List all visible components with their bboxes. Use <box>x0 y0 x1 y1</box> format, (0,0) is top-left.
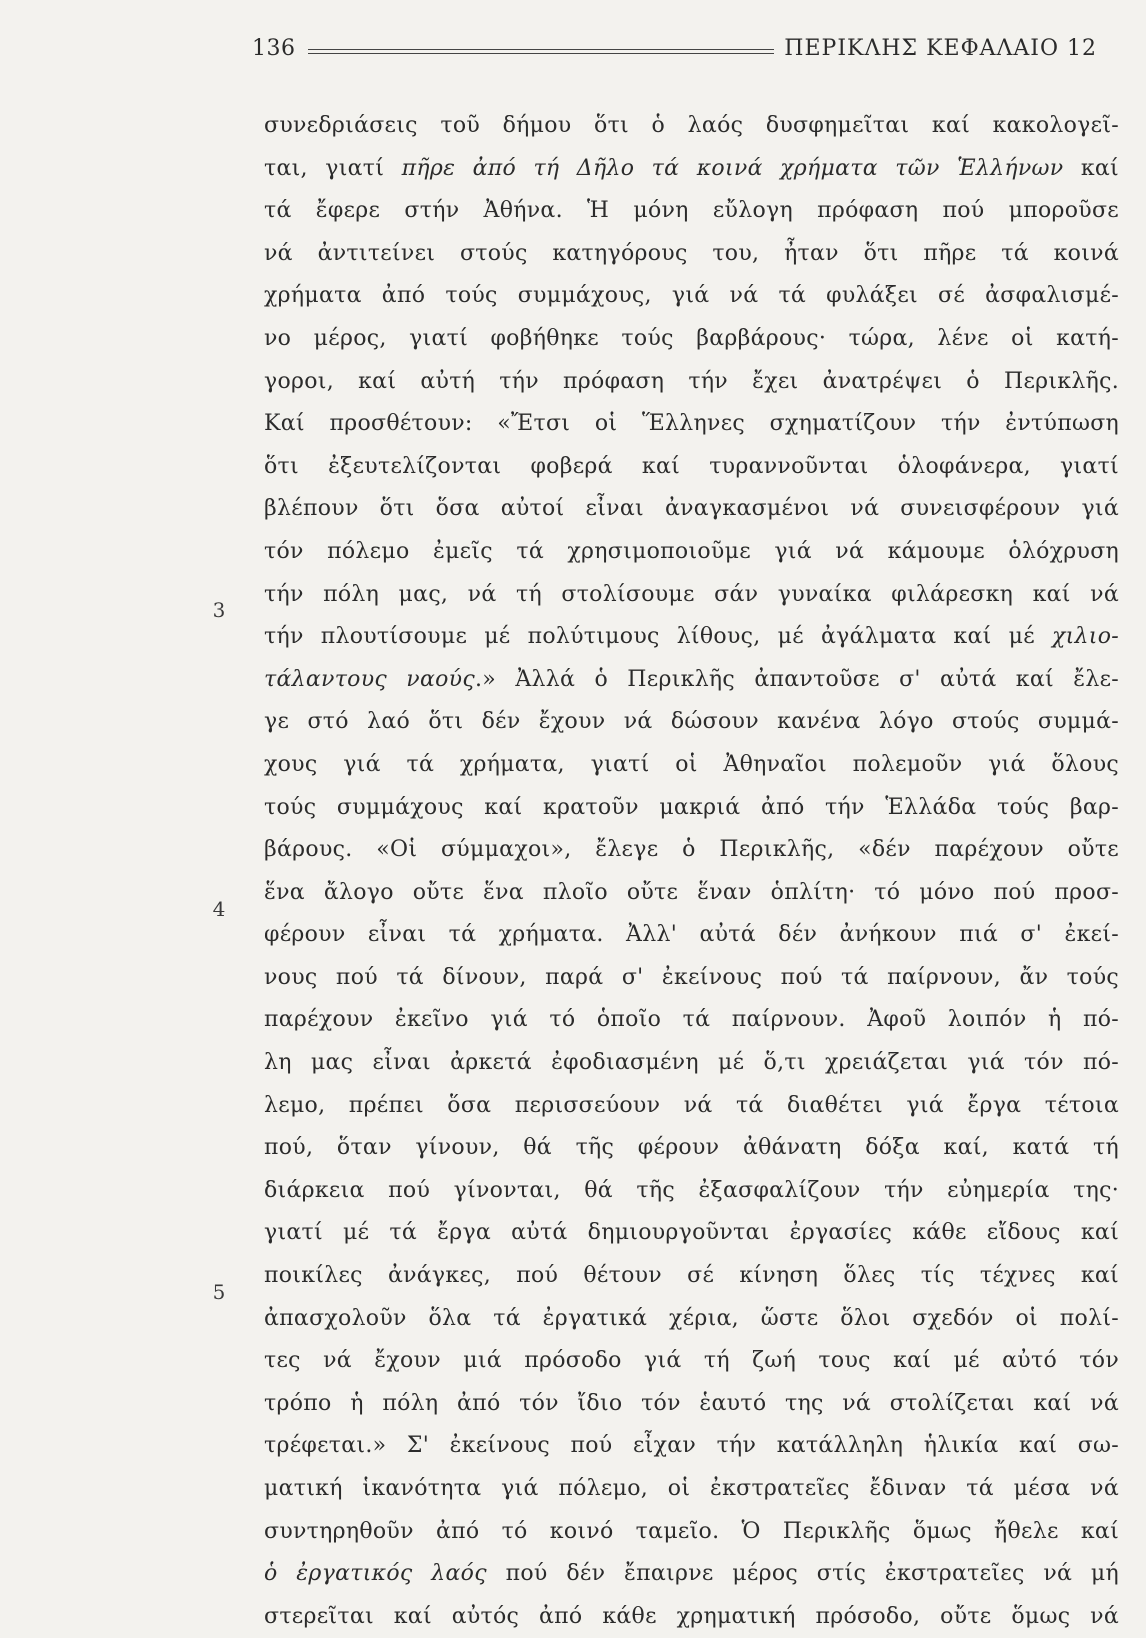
italic-phrase: πῆρε ἀπό τή Δῆλο τά κοινά χρήματα τῶν Ἑλλήνων <box>401 155 1064 181</box>
text-line: γοροι, καί αὐτή τήν πρόφαση τήν ἔχει ἀνατρέψει ὁ Περικλῆς. <box>264 368 1119 394</box>
italic-phrase: χιλιο- <box>1051 624 1119 650</box>
text-line: πού, ὅταν γίνουν, θά τῆς φέρουν ἀθάνατη δόξα καί, κατά τή <box>264 1135 1119 1161</box>
text-line: ὅτι ἐξευτελίζονται φοβερά καί τυραννοῦνται ὁλοφάνερα, γιατί <box>264 453 1119 479</box>
text-line: συντηρηθοῦν ἀπό τό κοινό ταμεῖο. Ὁ Περικλῆς ὅμως ἤθελε καί <box>264 1518 1119 1544</box>
running-head: ΠΕΡΙΚΛΗΣ ΚΕΦΑΛΑΙΟ 12 <box>784 35 1097 61</box>
text-line: γε στό λαό ὅτι δέν ἔχουν νά δώσουν κανένα λόγο στούς συμμά- <box>264 709 1119 735</box>
text-line: τήν πόλη μας, νά τή στολίσουμε σάν γυναίκα φιλάρεσκη καί νά <box>264 581 1119 607</box>
text-line: στερεῖται καί αὐτός ἀπό κάθε χρηματική πρόσοδο, οὔτε ὅμως νά <box>264 1603 1119 1629</box>
margin-section-number: 3 <box>212 598 226 622</box>
text-line: λεμο, πρέπει ὅσα περισσεύουν νά τά διαθέτει γιά ἔργα τέτοια <box>264 1092 1119 1118</box>
text-line: νά ἀντιτείνει στούς κατηγόρους του, ἦταν ὅτι πῆρε τά κοινά <box>264 240 1119 266</box>
text-line: ματική ἱκανότητα γιά πόλεμο, οἱ ἐκστρατεῖες ἔδιναν τά μέσα νά <box>264 1476 1119 1501</box>
text-line: νο μέρος, γιατί φοβήθηκε τούς βαρβάρους· τώρα, λένε οἱ κατή- <box>264 325 1119 351</box>
text-line: διάρκεια πού γίνονται, θά τῆς ἐξασφαλίζουν τήν εὐημερία της· <box>264 1177 1119 1203</box>
text-line: ὁ ἐργατικός λαός πού δέν ἔπαιρνε μέρος στίς ἐκστρατεῖες νά μή <box>264 1561 1120 1587</box>
text-line: λη μας εἶναι ἀρκετά ἐφοδιασμένη μέ ὅ,τι χρειάζεται γιά τόν πό- <box>264 1050 1119 1076</box>
margin-section-number: 5 <box>212 1280 226 1304</box>
text-line: τάλαντους ναούς.» Ἀλλά ὁ Περικλῆς ἀπαντοῦσε σ' αὐτά καί ἔλε- <box>264 666 1119 692</box>
text-line: συνεδριάσεις τοῦ δήμου ὅτι ὁ λαός δυσφημεῖται καί κακολογεῖ- <box>264 113 1119 138</box>
text-line: παρέχουν ἐκεῖνο γιά τό ὁποῖο τά παίρνουν. Ἀφοῦ λοιπόν ἡ πό- <box>264 1007 1119 1033</box>
page-header <box>252 28 1097 68</box>
text-line: τόν πόλεμο ἐμεῖς τά χρησιμοποιοῦμε γιά νά κάμουμε ὁλόχρυση <box>264 538 1119 564</box>
text-line: ἀπασχολοῦν ὅλα τά ἐργατικά χέρια, ὥστε ὅλοι σχεδόν οἱ πολί- <box>264 1305 1119 1331</box>
text-line: τήν πλουτίσουμε μέ πολύτιμους λίθους, μέ ἀγάλματα καί μέ χιλιο- <box>264 624 1119 650</box>
text-line: φέρουν εἶναι τά χρήματα. Ἀλλ' αὐτά δέν ἀνήκουν πιά σ' ἐκεί- <box>264 922 1119 948</box>
body-text <box>264 105 1119 1638</box>
text-line: χους γιά τά χρήματα, γιατί οἱ Ἀθηναῖοι πολεμοῦν γιά ὅλους <box>264 751 1119 777</box>
text-line: ποικίλες ἀνάγκες, πού θέτουν σέ κίνηση ὅλες τίς τέχνες καί <box>264 1263 1119 1289</box>
text-line: Καί προσθέτουν: «Ἔτσι οἱ Ἕλληνες σχηματίζουν τήν ἐντύπωση <box>264 411 1119 437</box>
text-line: τρόπο ἡ πόλη ἀπό τόν ἴδιο τόν ἑαυτό της νά στολίζεται καί νά <box>264 1390 1119 1416</box>
text-line: γιατί μέ τά ἔργα αὐτά δημιουργοῦνται ἐργασίες κάθε εἴδους καί <box>264 1220 1119 1246</box>
text-line: ἕνα ἄλογο οὔτε ἕνα πλοῖο οὔτε ἕναν ὁπλίτη· τό μόνο πού προσ- <box>264 879 1119 905</box>
text-line: βάρους. «Οἱ σύμμαχοι», ἔλεγε ὁ Περικλῆς, «δέν παρέχουν οὔτε <box>264 837 1119 863</box>
header-rule <box>308 49 775 54</box>
text-line: νους πού τά δίνουν, παρά σ' ἐκείνους πού τά παίρνουν, ἄν τούς <box>264 964 1119 990</box>
page-number: 136 <box>252 35 296 61</box>
text-line: τες νά ἔχουν μιά πρόσοδο γιά τή ζωή τους καί μέ αὐτό τόν <box>264 1348 1119 1374</box>
text-line: τρέφεται.» Σ' ἐκείνους πού εἶχαν τήν κατάλληλη ἡλικία καί σω- <box>264 1433 1119 1459</box>
text-line: βλέπουν ὅτι ὅσα αὐτοί εἶναι ἀναγκασμένοι νά συνεισφέρουν γιά <box>264 496 1119 522</box>
italic-phrase: ὁ ἐργατικός λαός <box>264 1561 487 1587</box>
margin-section-number: 4 <box>212 897 226 921</box>
text-line: τά ἔφερε στήν Ἀθήνα. Ἡ μόνη εὔλογη πρόφαση πού μποροῦσε <box>264 198 1119 224</box>
italic-phrase: τάλαντους ναούς <box>264 666 475 692</box>
text-line: χρήματα ἀπό τούς συμμάχους, γιά νά τά φυλάξει σέ ἀσφαλισμέ- <box>264 283 1119 309</box>
text-line: ται, γιατί πῆρε ἀπό τή Δῆλο τά κοινά χρήματα τῶν Ἑλλήνων καί <box>264 155 1119 181</box>
text-line: τούς συμμάχους καί κρατοῦν μακριά ἀπό τήν Ἑλλάδα τούς βαρ- <box>264 794 1119 820</box>
